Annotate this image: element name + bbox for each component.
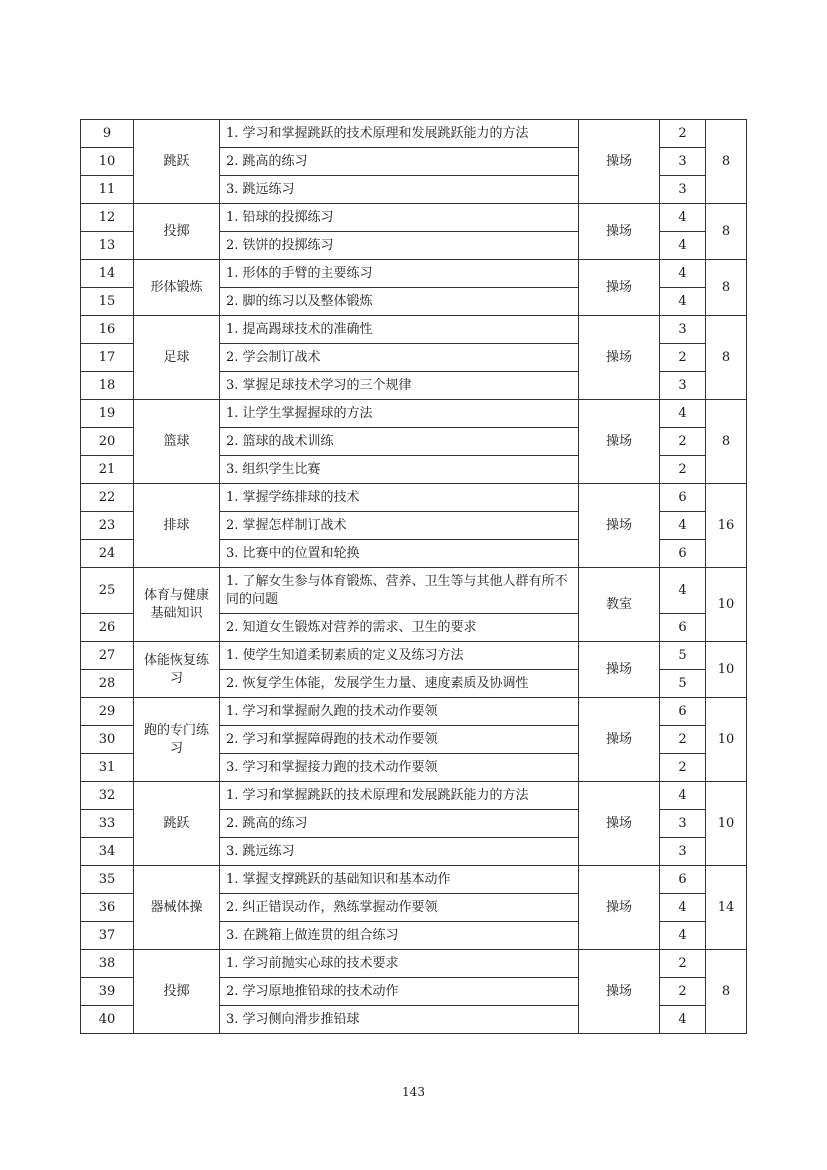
total-hours: 10: [706, 698, 747, 782]
teaching-content: 2. 掌握怎样制订战术: [220, 512, 579, 540]
class-hours: 4: [660, 922, 706, 950]
lesson-number: 14: [81, 260, 134, 288]
teaching-content: 1. 掌握支撑跳跃的基础知识和基本动作: [220, 866, 579, 894]
venue: 操场: [579, 204, 660, 260]
teaching-content: 2. 跳高的练习: [220, 810, 579, 838]
class-hours: 4: [660, 512, 706, 540]
lesson-number: 33: [81, 810, 134, 838]
teaching-content: 1. 使学生知道柔韧素质的定义及练习方法: [220, 642, 579, 670]
teaching-content: 2. 脚的练习以及整体锻炼: [220, 288, 579, 316]
class-hours: 4: [660, 232, 706, 260]
class-hours: 2: [660, 120, 706, 148]
class-hours: 3: [660, 838, 706, 866]
venue: 操场: [579, 950, 660, 1034]
table-row: [81, 950, 747, 978]
class-hours: 4: [660, 782, 706, 810]
lesson-number: 40: [81, 1006, 134, 1034]
venue: 操场: [579, 120, 660, 204]
lesson-number: 20: [81, 428, 134, 456]
lesson-number: 15: [81, 288, 134, 316]
teaching-content: 2. 学习原地推铅球的技术动作: [220, 978, 579, 1006]
teaching-content: 1. 学习和掌握跳跃的技术原理和发展跳跃能力的方法: [220, 782, 579, 810]
class-hours: 6: [660, 866, 706, 894]
class-hours: 3: [660, 316, 706, 344]
lesson-number: 9: [81, 120, 134, 148]
teaching-content: 1. 学习前抛实心球的技术要求: [220, 950, 579, 978]
lesson-number: 21: [81, 456, 134, 484]
class-hours: 2: [660, 428, 706, 456]
lesson-number: 36: [81, 894, 134, 922]
lesson-number: 25: [81, 568, 134, 614]
teaching-item: 篮球: [134, 400, 220, 484]
lesson-number: 38: [81, 950, 134, 978]
table-row: [81, 698, 747, 726]
table-row: [81, 484, 747, 512]
total-hours: 8: [706, 316, 747, 400]
lesson-number: 12: [81, 204, 134, 232]
class-hours: 2: [660, 754, 706, 782]
teaching-item: 跑的专门练习: [134, 698, 220, 782]
total-hours: 10: [706, 642, 747, 698]
venue: 操场: [579, 698, 660, 782]
total-hours: 8: [706, 204, 747, 260]
lesson-number: 32: [81, 782, 134, 810]
lesson-number: 37: [81, 922, 134, 950]
lesson-number: 13: [81, 232, 134, 260]
lesson-number: 10: [81, 148, 134, 176]
class-hours: 5: [660, 670, 706, 698]
venue: 操场: [579, 400, 660, 484]
teaching-content: 3. 学习和掌握接力跑的技术动作要领: [220, 754, 579, 782]
venue: 教室: [579, 568, 660, 642]
class-hours: 4: [660, 288, 706, 316]
lesson-number: 23: [81, 512, 134, 540]
teaching-item: 器械体操: [134, 866, 220, 950]
teaching-content: 2. 知道女生锻炼对营养的需求、卫生的要求: [220, 614, 579, 642]
teaching-content: 3. 比赛中的位置和轮换: [220, 540, 579, 568]
teaching-content: 3. 学习侧向滑步推铅球: [220, 1006, 579, 1034]
teaching-content: 2. 铁饼的投掷练习: [220, 232, 579, 260]
teaching-content: 1. 铅球的投掷练习: [220, 204, 579, 232]
schedule-body: [81, 120, 747, 1034]
teaching-item: 跳跃: [134, 782, 220, 866]
teaching-content: 3. 掌握足球技术学习的三个规律: [220, 372, 579, 400]
total-hours: 8: [706, 260, 747, 316]
venue: 操场: [579, 484, 660, 568]
venue: 操场: [579, 866, 660, 950]
class-hours: 3: [660, 810, 706, 838]
class-hours: 4: [660, 1006, 706, 1034]
table-row: [81, 316, 747, 344]
table-row: [81, 866, 747, 894]
class-hours: 4: [660, 400, 706, 428]
lesson-number: 24: [81, 540, 134, 568]
teaching-content: 1. 掌握学练排球的技术: [220, 484, 579, 512]
lesson-number: 27: [81, 642, 134, 670]
class-hours: 2: [660, 456, 706, 484]
total-hours: 16: [706, 484, 747, 568]
teaching-content: 2. 学会制订战术: [220, 344, 579, 372]
lesson-number: 26: [81, 614, 134, 642]
teaching-item: 投掷: [134, 950, 220, 1034]
lesson-number: 11: [81, 176, 134, 204]
class-hours: 3: [660, 372, 706, 400]
venue: 操场: [579, 782, 660, 866]
teaching-content: 3. 跳远练习: [220, 176, 579, 204]
total-hours: 8: [706, 950, 747, 1034]
class-hours: 4: [660, 260, 706, 288]
lesson-number: 16: [81, 316, 134, 344]
table-row: [81, 204, 747, 232]
lesson-number: 18: [81, 372, 134, 400]
lesson-number: 34: [81, 838, 134, 866]
class-hours: 6: [660, 484, 706, 512]
total-hours: 14: [706, 866, 747, 950]
class-hours: 2: [660, 344, 706, 372]
teaching-content: 1. 提高踢球技术的准确性: [220, 316, 579, 344]
teaching-content: 1. 形体的手臂的主要练习: [220, 260, 579, 288]
lesson-number: 28: [81, 670, 134, 698]
class-hours: 6: [660, 540, 706, 568]
total-hours: 10: [706, 782, 747, 866]
lesson-number: 35: [81, 866, 134, 894]
page-number: 143: [402, 1085, 425, 1099]
lesson-number: 39: [81, 978, 134, 1006]
teaching-item: 形体锻炼: [134, 260, 220, 316]
class-hours: 6: [660, 614, 706, 642]
teaching-item: 足球: [134, 316, 220, 400]
lesson-number: 19: [81, 400, 134, 428]
teaching-item: 跳跃: [134, 120, 220, 204]
teaching-content: 2. 纠正错误动作，熟练掌握动作要领: [220, 894, 579, 922]
total-hours: 8: [706, 120, 747, 204]
teaching-content: 2. 篮球的战术训练: [220, 428, 579, 456]
total-hours: 8: [706, 400, 747, 484]
class-hours: 6: [660, 698, 706, 726]
class-hours: 2: [660, 978, 706, 1006]
teaching-content: 3. 组织学生比赛: [220, 456, 579, 484]
teaching-item: 投掷: [134, 204, 220, 260]
teaching-content: 3. 跳远练习: [220, 838, 579, 866]
lesson-number: 30: [81, 726, 134, 754]
teaching-content: 1. 学习和掌握跳跃的技术原理和发展跳跃能力的方法: [220, 120, 579, 148]
class-hours: 3: [660, 176, 706, 204]
teaching-content: 2. 恢复学生体能，发展学生力量、速度素质及协调性: [220, 670, 579, 698]
table-row: [81, 568, 747, 614]
venue: 操场: [579, 260, 660, 316]
lesson-number: 17: [81, 344, 134, 372]
teaching-content: 1. 了解女生参与体育锻炼、营养、卫生等与其他人群有所不同的问题: [220, 568, 579, 614]
venue: 操场: [579, 642, 660, 698]
class-hours: 4: [660, 204, 706, 232]
class-hours: 4: [660, 894, 706, 922]
table-row: [81, 400, 747, 428]
table-row: [81, 642, 747, 670]
teaching-item: 排球: [134, 484, 220, 568]
teaching-item: 体育与健康基础知识: [134, 568, 220, 642]
teaching-item: 体能恢复练习: [134, 642, 220, 698]
teaching-content: 1. 让学生掌握握球的方法: [220, 400, 579, 428]
table-row: [81, 260, 747, 288]
table-row: [81, 782, 747, 810]
teaching-content: 2. 跳高的练习: [220, 148, 579, 176]
schedule-table: [80, 119, 747, 1034]
total-hours: 10: [706, 568, 747, 642]
class-hours: 5: [660, 642, 706, 670]
class-hours: 2: [660, 726, 706, 754]
teaching-content: 3. 在跳箱上做连贯的组合练习: [220, 922, 579, 950]
class-hours: 3: [660, 148, 706, 176]
lesson-number: 22: [81, 484, 134, 512]
teaching-content: 2. 学习和掌握障碍跑的技术动作要领: [220, 726, 579, 754]
venue: 操场: [579, 316, 660, 400]
class-hours: 2: [660, 950, 706, 978]
lesson-number: 29: [81, 698, 134, 726]
class-hours: 4: [660, 568, 706, 614]
lesson-number: 31: [81, 754, 134, 782]
teaching-content: 1. 学习和掌握耐久跑的技术动作要领: [220, 698, 579, 726]
table-row: [81, 120, 747, 148]
